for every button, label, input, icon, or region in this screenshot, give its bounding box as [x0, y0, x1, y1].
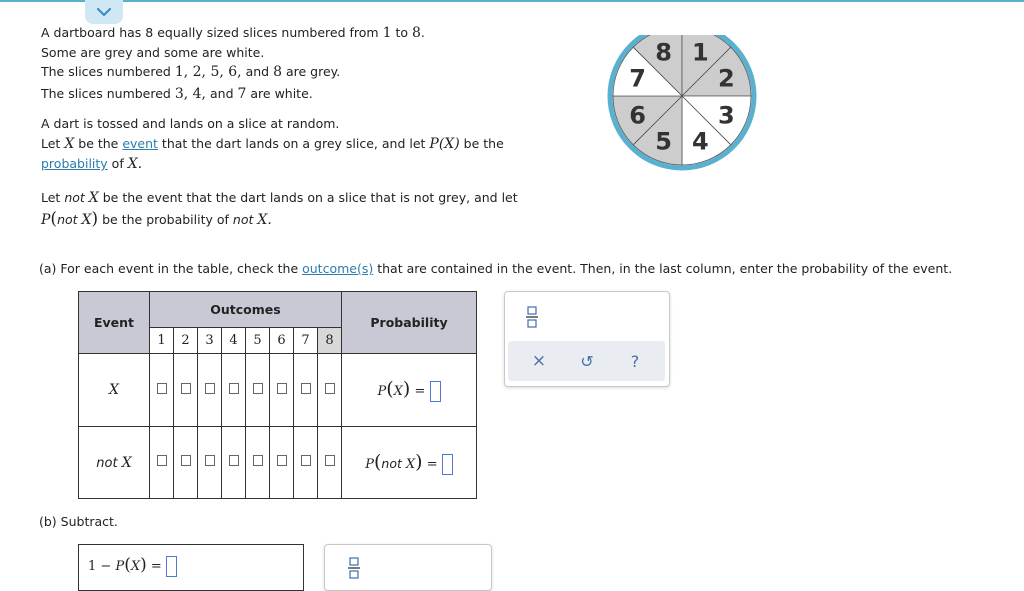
- dart-line-1: A dart is tossed and lands on a slice at random.: [41, 116, 340, 131]
- math-number: 1, 2, 5, 6,: [174, 64, 242, 80]
- math-number: 8: [412, 25, 421, 41]
- outcome-checkbox-cell: [318, 427, 342, 499]
- collapse-tab[interactable]: [85, 0, 123, 24]
- part-b-label: (b) Subtract.: [39, 514, 118, 529]
- math-var: X: [393, 384, 403, 399]
- math-number: 3, 4,: [174, 86, 207, 102]
- outcome-checkbox-3[interactable]: [205, 383, 215, 394]
- outcome-number-4: 4: [222, 327, 246, 353]
- paren: (: [50, 209, 58, 229]
- intro-line-4: [41, 84, 425, 104]
- dart-line-2: [41, 134, 504, 154]
- text-italic: not: [57, 212, 78, 227]
- outcomes-header: Outcomes: [150, 292, 342, 328]
- text: and: [241, 64, 274, 79]
- event-table: [78, 291, 477, 499]
- text: be the: [459, 136, 504, 151]
- event-name: X: [79, 354, 150, 427]
- outcome-checkbox-1[interactable]: [157, 383, 167, 394]
- dartboard-label-7: 7: [629, 64, 647, 93]
- outcome-checkbox-cell: [294, 354, 318, 427]
- outcome-checkbox-5[interactable]: [253, 455, 263, 466]
- probability-answer-input[interactable]: [442, 454, 453, 475]
- probability-cell: [342, 354, 477, 427]
- outcome-checkbox-cell: [174, 354, 198, 427]
- outcome-number-3: 3: [198, 327, 222, 353]
- text: A dartboard has 8 equally sized slices numbered from: [41, 25, 383, 40]
- text-italic: not: [64, 190, 85, 205]
- help-button[interactable]: ?: [630, 351, 640, 371]
- outcomes-link[interactable]: outcome(s): [302, 261, 374, 276]
- dartboard-label-4: 4: [692, 127, 709, 156]
- intro-paragraph: [41, 23, 425, 104]
- dartboard-label-6: 6: [629, 101, 647, 130]
- math-var: X: [64, 136, 75, 152]
- math-text: =: [422, 456, 442, 472]
- math-number: 1: [382, 25, 392, 41]
- outcome-number-2: 2: [174, 327, 198, 353]
- math-text: =: [146, 559, 162, 574]
- outcome-checkbox-6[interactable]: [277, 383, 287, 394]
- outcome-checkbox-cell: [270, 354, 294, 427]
- event-header: Event: [79, 292, 150, 354]
- outcome-checkbox-6[interactable]: [277, 455, 287, 466]
- top-accent-line: [0, 0, 1024, 2]
- toolbox-actions: [508, 341, 665, 381]
- math-text: =: [410, 384, 430, 399]
- math-var: X: [405, 456, 416, 472]
- subtract-answer-box: [78, 544, 304, 591]
- dartboard-label-5: 5: [655, 127, 672, 156]
- outcome-checkbox-2[interactable]: [181, 455, 191, 466]
- math-var: P: [377, 384, 387, 399]
- paren: ): [415, 450, 423, 473]
- math-number: 8: [273, 64, 283, 80]
- math-var: P: [115, 559, 125, 574]
- outcome-checkbox-8[interactable]: [325, 383, 335, 394]
- fraction-icon[interactable]: [347, 555, 361, 581]
- outcome-number-6: 6: [270, 327, 294, 353]
- subtract-equation: [88, 555, 177, 577]
- outcome-number-7: 7: [294, 327, 318, 353]
- text-italic: not: [232, 212, 254, 227]
- text: and: [206, 86, 238, 101]
- dartboard-label-8: 8: [655, 38, 672, 67]
- outcome-checkbox-2[interactable]: [181, 383, 191, 394]
- probability-answer-input[interactable]: [430, 381, 441, 402]
- text: (a) For each event in the table, check the: [39, 261, 303, 276]
- probability-header: Probability: [342, 292, 477, 354]
- undo-button[interactable]: ↺: [580, 351, 594, 371]
- table-row: [79, 354, 477, 427]
- text: .: [420, 25, 425, 40]
- paren: ): [91, 209, 99, 229]
- outcome-checkbox-cell: [246, 354, 270, 427]
- probability-link[interactable]: probability: [41, 156, 108, 171]
- subtract-answer-input[interactable]: [166, 556, 177, 577]
- text: Let: [41, 136, 65, 151]
- math-text: 1 −: [88, 559, 116, 574]
- text: that the dart lands on a grey slice, and let: [157, 136, 430, 151]
- outcome-checkbox-cell: [174, 427, 198, 499]
- outcome-checkbox-5[interactable]: [253, 383, 263, 394]
- outcome-checkbox-cell: [198, 354, 222, 427]
- math-var: X: [81, 212, 92, 228]
- outcome-checkbox-3[interactable]: [205, 455, 215, 466]
- math-var: X: [130, 559, 141, 574]
- notx-line-2: [41, 210, 518, 230]
- text: be the probability of: [98, 212, 233, 227]
- text: The slices numbered: [41, 86, 175, 101]
- math-var: X: [88, 190, 99, 206]
- outcome-checkbox-cell: [198, 427, 222, 499]
- outcome-checkbox-cell: [270, 427, 294, 499]
- outcome-checkbox-cell: [246, 427, 270, 499]
- intro-line-1: [41, 23, 425, 43]
- dartboard-label-1: 1: [692, 38, 709, 67]
- dartboard-label-3: 3: [717, 101, 735, 130]
- paren: ): [402, 378, 411, 400]
- text: to: [391, 25, 412, 40]
- outcome-number-8: 8: [318, 327, 342, 353]
- clear-button[interactable]: ×: [531, 351, 547, 371]
- intro-line-2: Some are grey and some are white.: [41, 45, 265, 60]
- text: of: [107, 156, 128, 171]
- outcome-checkbox-cell: [222, 427, 246, 499]
- outcome-checkbox-cell: [318, 354, 342, 427]
- chevron-down-icon: [96, 7, 112, 17]
- math-var: P: [365, 456, 374, 472]
- fraction-icon[interactable]: [525, 304, 539, 330]
- notx-paragraph: [41, 188, 518, 230]
- table-header-row: [79, 292, 477, 328]
- math-var: (X): [438, 136, 460, 152]
- paren: (: [374, 450, 382, 473]
- text: be the event that the dart lands on a slice that is not grey, and let: [98, 190, 518, 205]
- outcome-checkbox-1[interactable]: [157, 455, 167, 466]
- outcome-checkbox-cell: [150, 427, 174, 499]
- outcome-checkbox-cell: [294, 427, 318, 499]
- outcome-checkbox-7[interactable]: [301, 455, 311, 466]
- text: Let: [41, 190, 65, 205]
- text: The slices numbered: [41, 64, 175, 79]
- outcome-number-5: 5: [246, 327, 270, 353]
- probability-cell: [342, 427, 477, 499]
- math-var: P: [41, 212, 51, 228]
- math-var: X.: [257, 212, 272, 228]
- notx-line-1: [41, 188, 518, 208]
- outcome-checkbox-cell: [222, 354, 246, 427]
- part-a-instruction: [39, 259, 952, 278]
- text: be the: [74, 136, 123, 151]
- outcome-checkbox-4[interactable]: [229, 383, 239, 394]
- dart-line-3: [41, 154, 504, 174]
- event-name: not X: [79, 427, 150, 499]
- math-var: P: [429, 136, 439, 152]
- dartboard-label-2: 2: [717, 64, 735, 93]
- math-toolbox-2: [324, 544, 492, 591]
- paren: ): [140, 555, 147, 575]
- text: are white.: [246, 86, 313, 101]
- text: that are contained in the event. Then, in the last column, enter the probability of the event.: [373, 261, 953, 276]
- outcome-number-1: 1: [150, 327, 174, 353]
- outcome-checkbox-4[interactable]: [229, 455, 239, 466]
- outcome-checkbox-8[interactable]: [325, 455, 335, 466]
- math-var: X.: [127, 156, 143, 172]
- outcome-checkbox-cell: [150, 354, 174, 427]
- table-row: [79, 427, 477, 499]
- paren: (: [386, 378, 394, 400]
- text: are grey.: [282, 64, 341, 79]
- math-number: 7: [237, 86, 247, 102]
- intro-line-3: [41, 62, 425, 82]
- dartboard-figure: [604, 35, 760, 173]
- dart-paragraph: [41, 114, 504, 174]
- text-italic: not: [381, 455, 406, 471]
- paren: (: [124, 555, 131, 575]
- outcome-checkbox-7[interactable]: [301, 383, 311, 394]
- event-link[interactable]: event: [122, 136, 158, 151]
- math-toolbox: [504, 291, 670, 387]
